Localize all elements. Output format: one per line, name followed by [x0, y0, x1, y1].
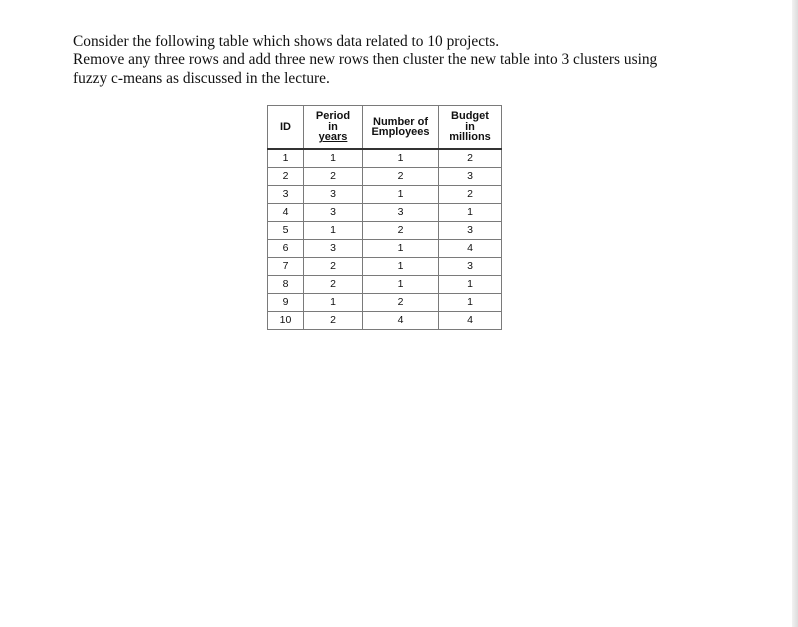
cell-budget: 4: [439, 312, 502, 330]
table-row: [268, 240, 502, 258]
table-row: [268, 222, 502, 240]
header-employees-line-1: Number of: [373, 115, 428, 128]
cell-id: 8: [268, 276, 304, 294]
cell-budget: 4: [439, 240, 502, 258]
table-row: [268, 258, 502, 276]
cell-employees: 3: [363, 204, 439, 222]
cell-id: 3: [268, 186, 304, 204]
cell-employees: 1: [363, 240, 439, 258]
cell-budget: 2: [439, 186, 502, 204]
cell-period: 1: [304, 222, 363, 240]
table-row: [268, 204, 502, 222]
projects-table: [267, 105, 502, 330]
header-budget: [439, 106, 502, 150]
cell-id: 9: [268, 294, 304, 312]
table-body: [268, 149, 502, 330]
cell-budget: 1: [439, 276, 502, 294]
cell-id: 5: [268, 222, 304, 240]
header-period-line-1: Period: [315, 110, 351, 123]
header-budget-line-1: Budget: [451, 110, 489, 123]
cell-id: 10: [268, 312, 304, 330]
cell-budget: 3: [439, 258, 502, 276]
cell-id: 6: [268, 240, 304, 258]
cell-budget: 1: [439, 294, 502, 312]
prompt-line-2: Remove any three rows and add three new rows then cluster the new table into 3 clusters using: [73, 51, 658, 69]
cell-employees: 1: [363, 258, 439, 276]
cell-id: 7: [268, 258, 304, 276]
cell-id: 4: [268, 204, 304, 222]
header-budget-line-2: in: [465, 120, 475, 133]
cell-period: 3: [304, 240, 363, 258]
header-period-line-2: in: [328, 120, 338, 133]
cell-period: 2: [304, 168, 363, 186]
table-row: [268, 312, 502, 330]
header-budget-line-3: millions: [449, 131, 491, 144]
table-row: [268, 294, 502, 312]
header-period: [304, 106, 363, 150]
header-id-label: ID: [280, 120, 291, 133]
page-edge-shadow: [792, 0, 798, 627]
table-row: [268, 168, 502, 186]
cell-period: 1: [304, 294, 363, 312]
table-row: [268, 276, 502, 294]
cell-budget: 1: [439, 204, 502, 222]
header-employees-line-2: Employees: [371, 126, 430, 138]
cell-employees: 2: [363, 222, 439, 240]
assignment-prompt: [73, 33, 773, 88]
cell-employees: 2: [363, 294, 439, 312]
cell-employees: 1: [363, 276, 439, 294]
cell-id: 1: [268, 149, 304, 168]
cell-period: 2: [304, 276, 363, 294]
cell-period: 3: [304, 186, 363, 204]
header-id: [268, 106, 304, 150]
table-header-row: [268, 106, 502, 150]
header-period-line-3: years: [318, 131, 348, 144]
header-employees: [363, 106, 439, 150]
cell-employees: 1: [363, 149, 439, 168]
prompt-line-3: fuzzy c-means as discussed in the lecture.: [73, 69, 330, 87]
cell-period: 2: [304, 258, 363, 276]
cell-employees: 4: [363, 312, 439, 330]
cell-period: 3: [304, 204, 363, 222]
cell-budget: 3: [439, 222, 502, 240]
cell-employees: 1: [363, 186, 439, 204]
cell-id: 2: [268, 168, 304, 186]
table-row: [268, 186, 502, 204]
cell-budget: 3: [439, 168, 502, 186]
cell-budget: 2: [439, 149, 502, 168]
cell-employees: 2: [363, 168, 439, 186]
cell-period: 1: [304, 149, 363, 168]
cell-period: 2: [304, 312, 363, 330]
table-row: [268, 149, 502, 168]
prompt-line-1: Consider the following table which shows data related to 10 projects.: [73, 33, 500, 50]
